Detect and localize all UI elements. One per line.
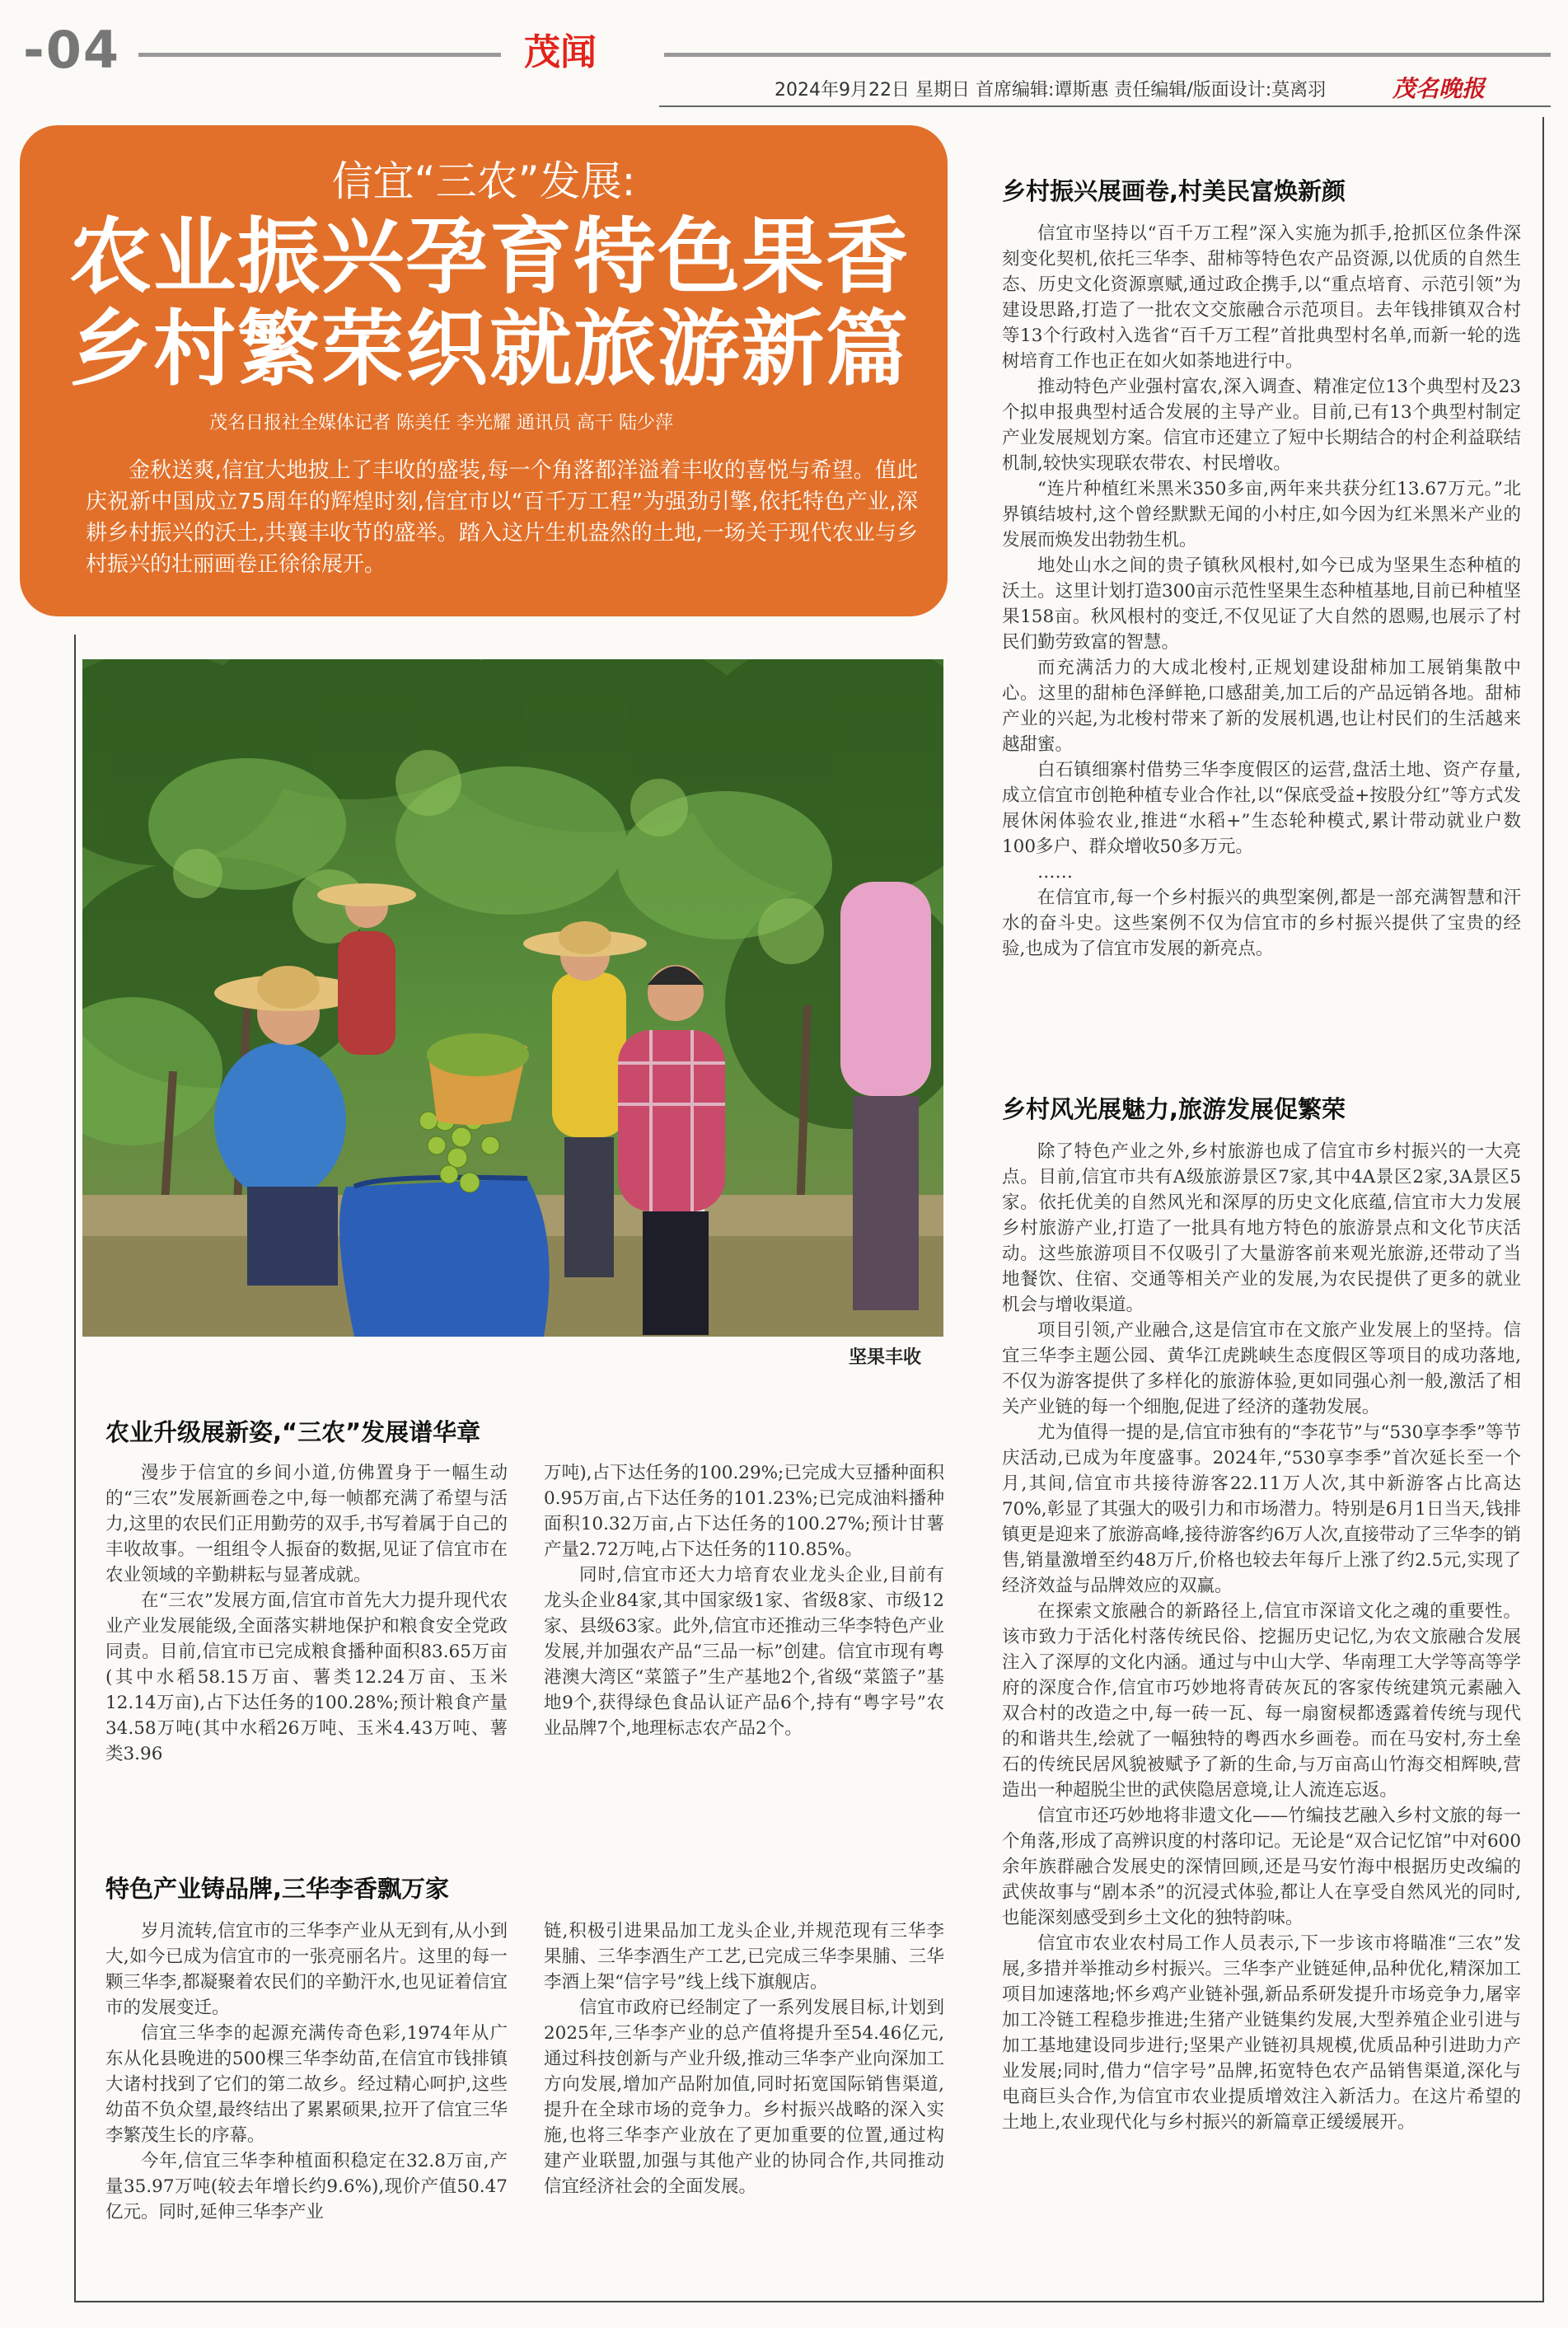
- section4-para: 项目引领,产业融合,这是信宜市在文旅产业发展上的坚持。信宜三华李主题公园、黄华江虎跳峡生态度假区等项目的成功落地,不仅为游客提供了多样化的旅游体验,更如同强心剂一般,激活了相关产业链的每一个细胞,促进了经济的蓬勃发展。: [1002, 1320, 1521, 1417]
- section1-para: 万吨),占下达任务的100.29%;已完成大豆播种面积0.95万亩,占下达任务的101.23%;已完成油料播种面积10.32万亩,占下达任务的100.27%;预计甘薯产量2.72万吨,占下达任务的110.85%。: [544, 1463, 944, 1560]
- section2-para: 信宜市政府已经制定了一系列发展目标,计划到2025年,三华李产业的总产值将提升至54.46亿元,通过科技创新与产业升级,推动三华李产业向深加工方向发展,增加产品附加值,同时拓宽国际销售渠道,提升在全球市场的竞争力。乡村振兴战略的深入实施,也将三华李产业放在了更加重要的位置,通过构建产业联盟,加强与其他产业的协同合作,共同推动信宜经济社会的全面发展。: [544, 1998, 944, 2197]
- left-column-frame: [74, 635, 966, 2302]
- section1-para: 同时,信宜市还大力培育农业龙头企业,目前有龙头企业84家,其中国家级1家、省级8家、市级12家、县级63家。此外,信宜市还推动三华李特色产业发展,并加强农产品“三品一标”创建。信宜市现有粤港澳大湾区“菜篮子”生产基地2个,省级“菜篮子”基地9个,获得绿色食品认证产品6个,持有“粤字号”农业品牌7个,地理标志农产品2个。: [544, 1565, 944, 1739]
- headline-line-1: 农业振兴孕育特色果香: [69, 208, 910, 305]
- section4-para: 信宜市还巧妙地将非遗文化——竹编技艺融入乡村文旅的每一个角落,形成了高辨识度的村落印记。无论是“双合记忆馆”中对600余年族群融合发展史的深情回顾,还是马安竹海中根据历史改编的武侠故事与“剧本杀”的沉浸式体验,都让人在享受自然风光的同时,也能深刻感受到乡土文化的独特韵味。: [1002, 1806, 1521, 1928]
- section4-para: 除了特色产业之外,乡村旅游也成了信宜市乡村振兴的一大亮点。目前,信宜市共有A级旅游景区7家,其中4A景区2家,3A景区5家。依托优美的自然风光和深厚的历史文化底蕴,信宜市大力发展乡村旅游产业,打造了一批具有地方特色的旅游景点和文化节庆活动。这些旅游项目不仅吸引了大量游客前来观光旅游,还带动了当地餐饮、住宿、交通等相关产业的发展,为农民提供了更多的就业机会与增收渠道。: [1002, 1141, 1521, 1315]
- section2-para: 今年,信宜三华李种植面积稳定在32.8万亩,产量35.97万吨(较去年增长约9.6%),现价产值50.47亿元。同时,延伸三华李产业: [105, 2151, 508, 2223]
- section3-para: 推动特色产业强村富农,深入调查、精准定位13个典型村及23个拟申报典型村适合发展的主导产业。目前,已有13个典型村制定产业发展规划方案。信宜市还建立了短中长期结合的村企利益联结机制,较快实现联农带农、村民增收。: [1002, 377, 1521, 474]
- photo-caption: 坚果丰收: [849, 1347, 922, 1368]
- section3-para: 在信宜市,每一个乡村振兴的典型案例,都是一部充满智慧和汗水的奋斗史。这些案例不仅为信宜市的乡村振兴提供了宝贵的经验,也成为了信宜市发展的新亮点。: [1002, 888, 1521, 959]
- section3-para: 而充满活力的大成北梭村,正规划建设甜柿加工展销集散中心。这里的甜柿色泽鲜艳,口感甜美,加工后的产品远销各地。甜柿产业的兴起,为北梭村带来了新的发展机遇,也让村民们的生活越来越甜蜜。: [1002, 658, 1521, 755]
- section3-para: 地处山水之间的贵子镇秋风根村,如今已成为坚果生态种植的沃土。这里计划打造300亩示范性坚果生态种植基地,目前已种植坚果158亩。秋风根村的变迁,不仅见证了大自然的恩赐,也展示了村民们勤劳致富的智慧。: [1002, 555, 1521, 653]
- section2-para: 链,积极引进果品加工龙头企业,并规范现有三华李果脯、三华李酒生产工艺,已完成三华李果脯、三华李酒上架“信字号”线上线下旗舰店。: [544, 1921, 944, 1993]
- lead-box: [20, 125, 948, 616]
- section2-para: 信宜三华李的起源充满传奇色彩,1974年从广东从化县晚进的500棵三华李幼苗,在信宜市钱排镇大诸村找到了它们的第二故乡。经过精心呵护,这些幼苗不负众望,最终结出了累累硕果,拉开了信宜三华李繁茂生长的序幕。: [105, 2023, 508, 2146]
- section4-title: 乡村风光展魅力,旅游发展促繁荣: [1002, 1095, 1346, 1123]
- section3-para: “连片种植红米黑米350多亩,两年来共获分红13.67万元。”北界镇结坡村,这个曾经默默无闻的小村庄,如今因为红米黑米产业的发展而焕发出勃勃生机。: [1002, 479, 1521, 550]
- byline: 茂名日报社全媒体记者 陈美任 李光耀 通讯员 高干 陆少萍: [209, 413, 673, 433]
- section3-para: 信宜市坚持以“百千万工程”深入实施为抓手,抢抓区位条件深刻变化契机,依托三华李、甜柿等特色农产品资源,以优质的自然生态、历史文化资源禀赋,通过政企携手,以“重点培育、示范引领”为建设思路,打造了一批农文交旅融合示范项目。去年钱排镇双合村等13个行政村入选省“百千万工程”首批典型村名单,而新一轮的选树培育工作也正在如火如荼地进行中。: [1002, 223, 1521, 372]
- section4-para: 尤为值得一提的是,信宜市独有的“李花节”与“530享李季”等节庆活动,已成为年度盛事。2024年,“530享李季”首次延长至一个月,其间,信宜市共接待游客22.11万人次,其中新游客占比高达70%,彰显了其强大的吸引力和市场潜力。特别是6月1日当天,钱排镇更是迎来了旅游高峰,接待游客约6万人次,直接带动了三华李的销售,销量激增至约48万斤,价格也较去年每斤上涨了约2.5元,实现了经济效益与品牌效应的双赢。: [1002, 1422, 1521, 1596]
- dateline: 2024年9月22日 星期日 首席编辑:谭斯惠 责任编辑/版面设计:莫离羽: [775, 80, 1327, 101]
- header-rule-right: [664, 53, 1551, 57]
- header-rule-left: [138, 53, 501, 57]
- section-title: 茂闻: [524, 31, 597, 73]
- page-number: -04: [23, 20, 121, 80]
- lead-paragraph: 金秋送爽,信宜大地披上了丰收的盛装,每一个角落都洋溢着丰收的喜悦与希望。值此庆祝新中国成立75周年的辉煌时刻,信宜市以“百千万工程”为强劲引擎,依托特色产业,深耕乡村振兴的沃土,共襄丰收节的盛举。踏入这片生机盎然的土地,一场关于现代农业与乡村振兴的壮丽画卷正徐徐展开。: [86, 458, 918, 577]
- section4-para: 在探索文旅融合的新路径上,信宜市深谙文化之魂的重要性。该市致力于活化村落传统民俗、挖掘历史记忆,为农文旅融合发展注入了深厚的文化内涵。通过与中山大学、华南理工大学等高等学府的深度合作,信宜市巧妙地将青砖灰瓦的客家传统建筑元素融入双合村的改造之中,每一砖一瓦、每一扇窗棂都透露着传统与现代的和谐共生,绘就了一幅独特的粤西水乡画卷。而在马安村,夯土垒石的传统民居风貌被赋予了新的生命,与万亩高山竹海交相辉映,营造出一种超脱尘世的武侠隐居意境,让人流连忘返。: [1002, 1601, 1521, 1801]
- section1-para: 在“三农”发展方面,信宜市首先大力提升现代农业产业发展能级,全面落实耕地保护和粮食安全党政同责。目前,信宜市已完成粮食播种面积83.65万亩(其中水稻58.15万亩、薯类12.24万亩、玉米12.14万亩),占下达任务的100.28%;预计粮食产量34.58万吨(其中水稻26万吨、玉米4.43万吨、薯类3.96: [105, 1590, 508, 1764]
- section3-para: 白石镇细寨村借势三华李度假区的运营,盘活土地、资产存量,成立信宜市创艳种植专业合作社,以“保底受益+按股分红”等方式发展休闲体验农业,推进“水稻+”生态轮种模式,累计带动就业户数100多户、群众增收50多万元。: [1002, 760, 1521, 857]
- section1-title: 农业升级展新姿,“三农”发展谱华章: [105, 1418, 481, 1446]
- section3-title: 乡村振兴展画卷,村美民富焕新颜: [1002, 177, 1346, 205]
- section2-title: 特色产业铸品牌,三华李香飘万家: [105, 1875, 450, 1903]
- headline-line-2: 乡村繁荣织就旅游新篇: [69, 301, 910, 397]
- section3-para: ……: [1037, 862, 1073, 883]
- section1-para: 漫步于信宜的乡间小道,仿佛置身于一幅生动的“三农”发展新画卷之中,每一帧都充满了希望与活力,这里的农民们正用勤劳的双手,书写着属于自己的丰收故事。一组组令人振奋的数据,见证了信宜市在农业领域的辛勤耕耘与显著成就。: [105, 1463, 508, 1586]
- section2-para: 岁月流转,信宜市的三华李产业从无到有,从小到大,如今已成为信宜市的一张亮丽名片。这里的每一颗三华李,都凝聚着农民们的辛勤汗水,也见证着信宜市的发展变迁。: [105, 1921, 508, 2018]
- lead-kicker: 信宜“三农”发展:: [331, 157, 636, 205]
- header-rule-bottom: [659, 105, 1551, 107]
- section4-body: [1002, 1139, 1521, 2135]
- section3-body: [1002, 221, 1521, 962]
- section4-para: 信宜市农业农村局工作人员表示,下一步该市将瞄准“三农”发展,多措并举推动乡村振兴。三华李产业链延伸,品种优化,精深加工项目加速落地;怀乡鸡产业链补强,新品系研发提升市场竞争力,屠宰加工冷链工程稳步推进;生猪产业链集约发展,大型养殖企业引进与加工基地建设同步进行;坚果产业链初具规模,优质品种引进助力产业发展;同时,借力“信字号”品牌,拓宽特色农产品销售渠道,深化与电商巨头合作,为信宜市农业提质增效注入新活力。在这片希望的土地上,农业现代化与乡村振兴的新篇章正缓缓展开。: [1002, 1933, 1521, 2133]
- masthead-logo: 茂名晚报: [1392, 75, 1486, 102]
